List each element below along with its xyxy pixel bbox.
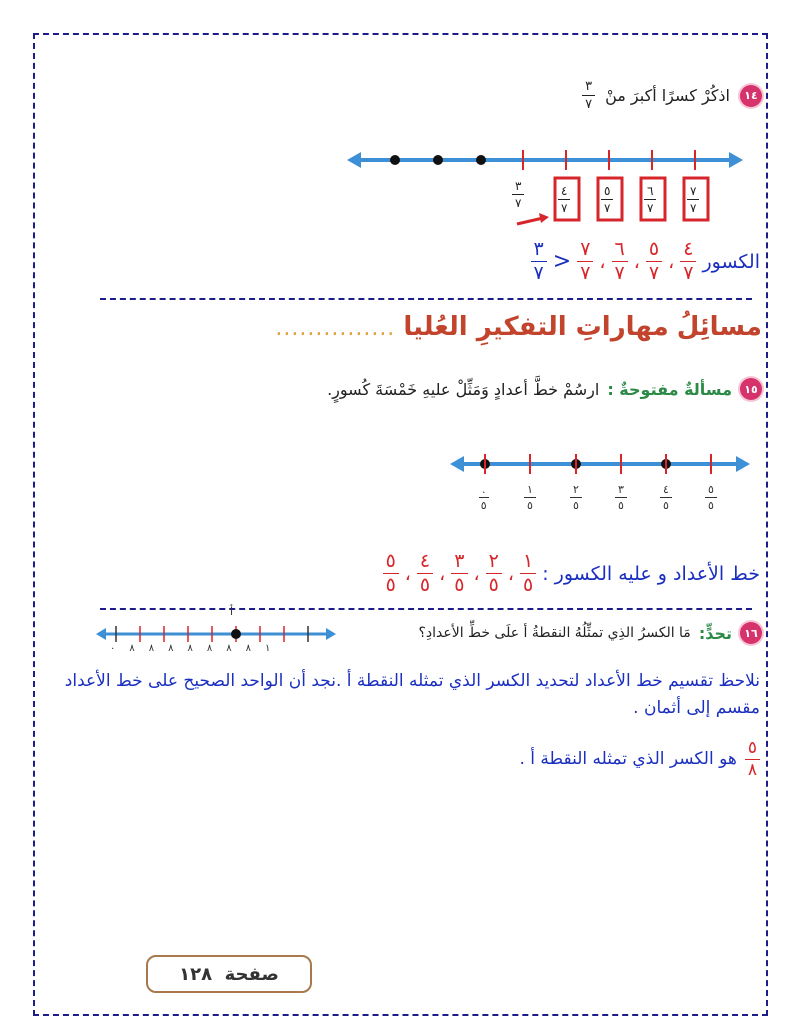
answer14-line bbox=[531, 240, 760, 283]
answer15-fraction: $\frac{٢}{٥}$ bbox=[486, 552, 502, 595]
q16-text: مَا الكسرُ الذِي تمثِّلُهُ النقطةُ أ علَى خطِّ الأعدادِ؟ bbox=[418, 625, 691, 641]
nl2-label: $\frac{٢}{٥}$ bbox=[570, 484, 582, 511]
nl1-label: $\frac{٤}{٧}$ bbox=[558, 185, 570, 214]
answer15-fraction: $\frac{٥}{٥}$ bbox=[383, 552, 399, 595]
answer15-fraction: $\frac{٤}{٥}$ bbox=[417, 552, 433, 595]
point-a bbox=[231, 629, 241, 639]
separator-line bbox=[100, 608, 752, 610]
q15-text: ارسُمْ خطَّ أعدادٍ وَمَثِّلْ عليهِ خَمْسَةَ كُسورٍ. bbox=[327, 379, 600, 399]
answer14-fraction: $\frac{٦}{٧}$ bbox=[612, 240, 628, 283]
separator: ، bbox=[633, 250, 640, 273]
q15-header bbox=[327, 378, 762, 400]
explanation-line2: هو الكسر الذي تمثله النقطة أ . bbox=[519, 748, 737, 769]
nl1-label: $\frac{٣}{٧}$ bbox=[512, 180, 524, 209]
q16-number-badge: ١٦ bbox=[740, 622, 762, 644]
q14-fraction: $\frac{٣}{٧}$ bbox=[582, 80, 595, 111]
arrow-icon bbox=[517, 218, 543, 224]
q16-scale-labels: ٠ ٨ ٨ ٨ ٨ ٨ ٨ ٨ ١ bbox=[110, 643, 271, 654]
answer15-fraction: $\frac{٣}{٥}$ bbox=[451, 552, 467, 595]
q14-header bbox=[582, 80, 762, 111]
separator-line bbox=[100, 298, 752, 300]
skills-dots: ............... bbox=[275, 316, 396, 341]
q14-text: اذكُرْ كسرًا أكبرَ منْ bbox=[605, 86, 730, 105]
answer14-fraction: $\frac{٤}{٧}$ bbox=[680, 240, 696, 283]
nl1-label: $\frac{٥}{٧}$ bbox=[601, 185, 613, 214]
nl2-label: $\frac{.}{٥}$ bbox=[480, 483, 487, 512]
answer14-fraction: $\frac{٥}{٧}$ bbox=[646, 240, 662, 283]
separator: ، bbox=[668, 250, 675, 273]
point-a-label: أ bbox=[230, 605, 234, 618]
nl2-label: $\frac{٤}{٥}$ bbox=[660, 484, 672, 511]
separator: ، bbox=[599, 250, 606, 273]
answer15-label: خط الأعداد و عليه الكسور : bbox=[542, 562, 760, 585]
page-label: صفحة bbox=[224, 963, 279, 985]
answer15-fraction: $\frac{١}{٥}$ bbox=[520, 552, 536, 595]
explanation-paragraph: نلاحظ تقسيم خط الأعداد لتحديد الكسر الذي تمثله النقطة أ .نجد أن الواحد الصحيح على خط الأعداد مقسم إلى أثمان . bbox=[64, 671, 760, 719]
q15-label: مسألةٌ مفتوحةٌ : bbox=[607, 379, 732, 399]
skills-title-b: مهاراتِ التفكيرِ العُليا bbox=[403, 312, 669, 342]
page-number-box bbox=[146, 955, 312, 993]
q16-header bbox=[418, 622, 762, 644]
q14-number-badge: ١٤ bbox=[740, 85, 762, 107]
q16-label: تحدٍّ: bbox=[698, 623, 732, 643]
page-number: ١٢٨ bbox=[179, 963, 213, 985]
answer14-compare: $\frac{٣}{٧}$ bbox=[531, 240, 547, 283]
explanation-answer bbox=[519, 740, 760, 779]
q15-number-badge: ١٥ bbox=[740, 378, 762, 400]
number-line-2 bbox=[450, 452, 750, 482]
nl2-label: $\frac{٣}{٥}$ bbox=[615, 484, 627, 511]
nl2-label: $\frac{٥}{٥}$ bbox=[705, 484, 717, 511]
skills-heading bbox=[275, 312, 762, 342]
nl1-label: $\frac{٦}{٧}$ bbox=[644, 185, 656, 214]
nl1-label: $\frac{٧}{٧}$ bbox=[687, 185, 699, 214]
less-than-sign: < bbox=[552, 249, 572, 274]
explanation-fraction: $\frac{٥}{٨}$ bbox=[745, 740, 760, 779]
answer14-label: الكسور bbox=[702, 250, 760, 273]
answer15-line: خط الأعداد و عليه الكسور : $\frac{١}{٥}$ ، $\frac{٢}{٥}$ ، $\frac{٣}{٥}$ ، $\frac{٤}{٥}$ ، $\frac{٥}{٥}$ bbox=[383, 552, 760, 595]
skills-title-a: مسائِلُ bbox=[676, 312, 762, 342]
number-line-1 bbox=[345, 140, 745, 235]
nl2-label: $\frac{١}{٥}$ bbox=[524, 484, 536, 511]
answer14-fraction: $\frac{٧}{٧}$ bbox=[577, 240, 593, 283]
